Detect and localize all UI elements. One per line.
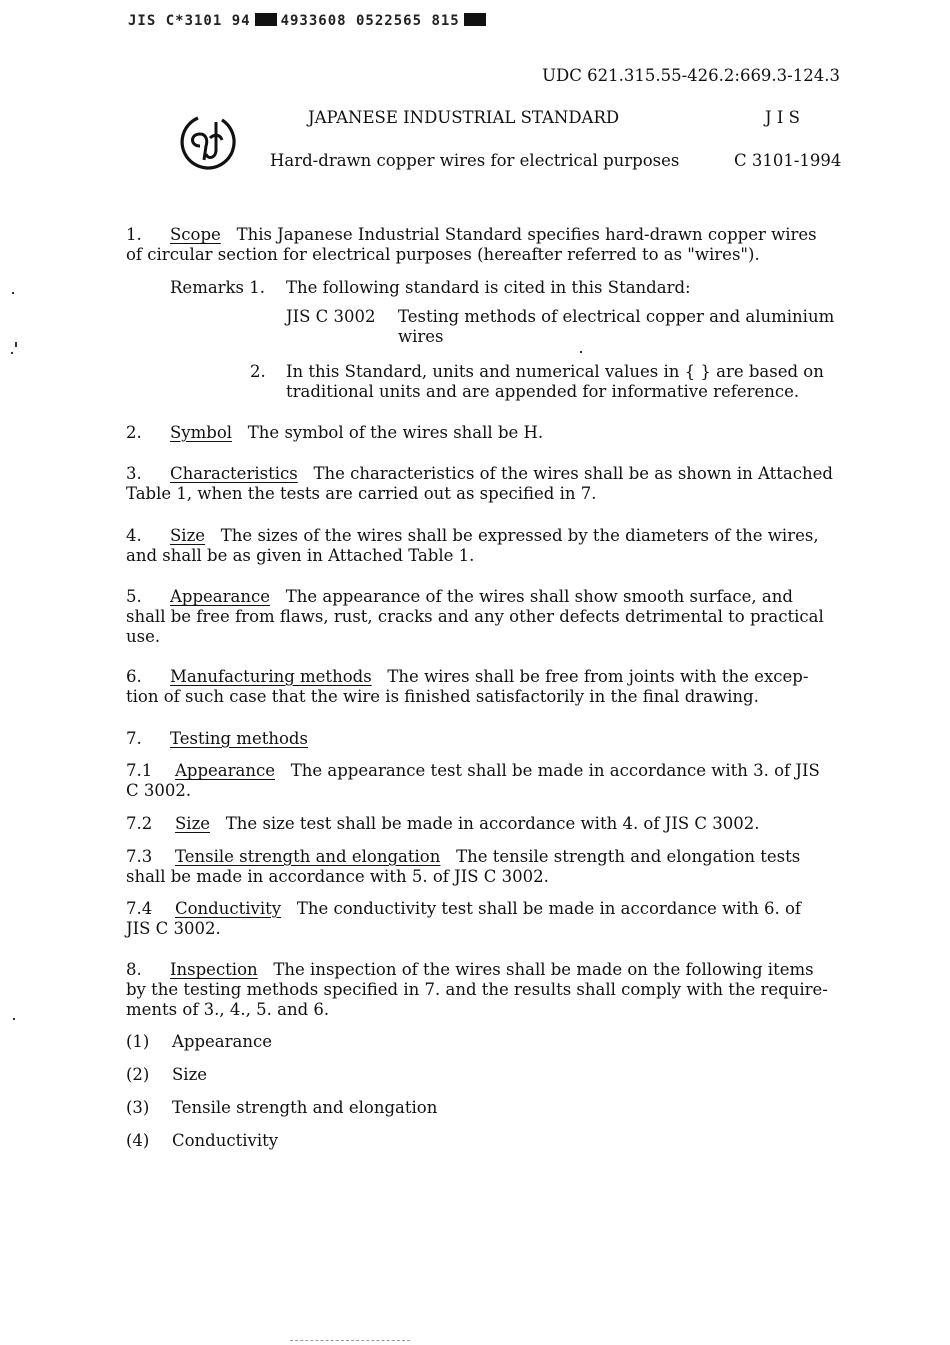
inspection-item bbox=[126, 1098, 437, 1118]
section-number: 7. bbox=[126, 729, 142, 748]
section-text: ments of 3., 4., 5. and 6. bbox=[126, 1000, 330, 1019]
cited-title-line: Testing methods of electrical copper and aluminium bbox=[398, 307, 835, 326]
section-text: Table 1, when the tests are carried out as specified in 7. bbox=[126, 484, 597, 503]
remark-text-line: In this Standard, units and numerical values in { } are based on bbox=[286, 362, 824, 381]
section-text: The wires shall be free from joints with the excep- bbox=[387, 667, 809, 686]
item-label: Tensile strength and elongation bbox=[172, 1098, 438, 1117]
jis-label: J I S bbox=[765, 108, 800, 127]
section-heading: Manufacturing methods bbox=[170, 667, 372, 686]
section-manufacturing-methods bbox=[126, 667, 840, 707]
section-number: 2. bbox=[126, 423, 142, 442]
remark-number: 1. bbox=[249, 278, 266, 297]
subsection-text: The size test shall be made in accordance with 4. of JIS C 3002. bbox=[225, 814, 760, 833]
section-heading: Symbol bbox=[170, 423, 233, 442]
subsection-number: 7.4 bbox=[126, 899, 153, 918]
section-heading: Inspection bbox=[170, 960, 258, 979]
section-number: 1. bbox=[126, 225, 142, 244]
subsection-number: 7.1 bbox=[126, 761, 153, 780]
section-text: tion of such case that the wire is finished satisfactorily in the final drawing. bbox=[126, 687, 759, 706]
remarks-label-text: Remarks bbox=[170, 278, 245, 297]
inspection-item bbox=[126, 1032, 272, 1052]
section-size bbox=[126, 526, 840, 566]
subsection-appearance bbox=[126, 761, 840, 801]
section-text: of circular section for electrical purposes (hereafter referred to as "wires"). bbox=[126, 245, 760, 264]
section-heading: Appearance bbox=[170, 587, 270, 606]
remark-number: 2. bbox=[250, 362, 266, 381]
doc-subtitle: Hard-drawn copper wires for electrical purposes bbox=[270, 151, 680, 170]
scan-speck bbox=[13, 1018, 15, 1020]
cited-title-line: wires bbox=[398, 327, 444, 346]
doc-title: JAPANESE INDUSTRIAL STANDARD bbox=[308, 108, 620, 127]
cited-title bbox=[398, 307, 848, 347]
standard-number: C 3101-1994 bbox=[734, 151, 842, 170]
subsection-tensile-strength bbox=[126, 847, 840, 887]
udc-number: UDC 621.315.55-426.2:669.3-124.3 bbox=[542, 66, 840, 85]
remarks-label bbox=[170, 278, 265, 298]
inspection-item bbox=[126, 1131, 278, 1151]
section-text: This Japanese Industrial Standard specifies hard-drawn copper wires bbox=[236, 225, 817, 244]
subsection-heading: Appearance bbox=[175, 761, 275, 780]
section-symbol bbox=[126, 423, 840, 443]
item-number: (2) bbox=[126, 1065, 150, 1084]
section-testing-methods bbox=[126, 729, 840, 749]
item-number: (3) bbox=[126, 1098, 150, 1117]
inspection-item bbox=[126, 1065, 207, 1085]
section-scope bbox=[126, 225, 840, 265]
subsection-text: C 3002. bbox=[126, 781, 192, 800]
section-heading: Scope bbox=[170, 225, 221, 244]
section-number: 8. bbox=[126, 960, 142, 979]
item-label: Conductivity bbox=[172, 1131, 279, 1150]
header-code-part1: JIS C*3101 94 bbox=[128, 13, 251, 29]
section-number: 4. bbox=[126, 526, 142, 545]
section-heading: Testing methods bbox=[170, 729, 308, 748]
subsection-number: 7.2 bbox=[126, 814, 153, 833]
redaction-block bbox=[464, 13, 486, 26]
scan-speck bbox=[15, 342, 17, 347]
item-number: (4) bbox=[126, 1131, 150, 1150]
item-label: Appearance bbox=[172, 1032, 272, 1051]
section-heading: Characteristics bbox=[170, 464, 298, 483]
subsection-size bbox=[126, 814, 840, 834]
section-text: shall be free from flaws, rust, cracks and any other defects detrimental to practical bbox=[126, 607, 824, 626]
section-heading: Size bbox=[170, 526, 206, 545]
subsection-heading: Conductivity bbox=[175, 899, 282, 918]
bottom-rule bbox=[290, 1340, 410, 1341]
scan-speck bbox=[11, 352, 13, 354]
remark-text-line: traditional units and are appended for informative reference. bbox=[286, 382, 800, 401]
item-number: (1) bbox=[126, 1032, 150, 1051]
subsection-text: shall be made in accordance with 5. of JIS C 3002. bbox=[126, 867, 549, 886]
section-text: use. bbox=[126, 627, 161, 646]
section-text: The symbol of the wires shall be H. bbox=[247, 423, 544, 442]
section-appearance bbox=[126, 587, 840, 647]
subsection-number: 7.3 bbox=[126, 847, 153, 866]
section-text: and shall be as given in Attached Table 1. bbox=[126, 546, 475, 565]
redaction-block bbox=[255, 13, 277, 26]
section-text: The sizes of the wires shall be expressed by the diameters of the wires, bbox=[220, 526, 819, 545]
remark-text bbox=[286, 362, 846, 402]
subsection-text: The tensile strength and elongation tests bbox=[456, 847, 801, 866]
cited-code: JIS C 3002 bbox=[286, 307, 376, 326]
section-number: 3. bbox=[126, 464, 142, 483]
item-label: Size bbox=[172, 1065, 208, 1084]
subsection-heading: Size bbox=[175, 814, 211, 833]
subsection-text: The appearance test shall be made in accordance with 3. of JIS bbox=[290, 761, 820, 780]
subsection-text: JIS C 3002. bbox=[126, 919, 221, 938]
scan-speck bbox=[580, 351, 582, 353]
subsection-conductivity bbox=[126, 899, 840, 939]
scan-speck bbox=[12, 292, 14, 294]
section-text: The appearance of the wires shall show smooth surface, and bbox=[285, 587, 793, 606]
subsection-heading: Tensile strength and elongation bbox=[175, 847, 441, 866]
section-number: 6. bbox=[126, 667, 142, 686]
jis-logo-icon bbox=[176, 112, 240, 172]
subsection-text: The conductivity test shall be made in accordance with 6. of bbox=[296, 899, 801, 918]
section-inspection bbox=[126, 960, 840, 1020]
section-text: The characteristics of the wires shall be as shown in Attached bbox=[313, 464, 833, 483]
section-text: by the testing methods specified in 7. and the results shall comply with the require- bbox=[126, 980, 828, 999]
header-code bbox=[128, 11, 490, 31]
section-characteristics bbox=[126, 464, 840, 504]
section-number: 5. bbox=[126, 587, 142, 606]
header-code-part2: 4933608 0522565 815 bbox=[280, 13, 460, 29]
remark-text: The following standard is cited in this Standard: bbox=[286, 278, 691, 297]
section-text: The inspection of the wires shall be made on the following items bbox=[273, 960, 814, 979]
